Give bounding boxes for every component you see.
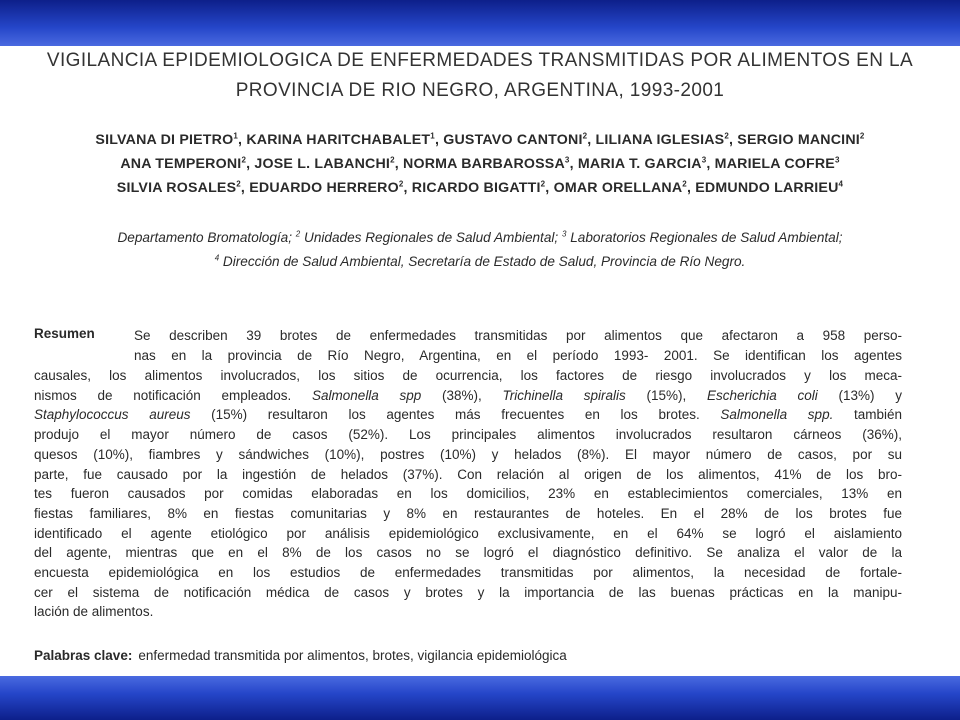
affiliations-line-2 bbox=[0, 254, 960, 269]
paper-title-line-2: PROVINCIA DE RIO NEGRO, ARGENTINA, 1993-2001 bbox=[235, 80, 725, 101]
author-name: RICARDO BIGATTI bbox=[411, 180, 541, 196]
abstract-first-lines bbox=[134, 326, 902, 365]
author-affiliation-mark: 1 bbox=[233, 131, 239, 141]
species-name: Staphylococcus aureus bbox=[34, 407, 191, 423]
abstract-line bbox=[34, 465, 902, 485]
species-name: Escherichia coli bbox=[707, 387, 818, 403]
abstract-text: quesos (10%), fiambres y sándwiches (10%), postres (10%) y helados (8%). El mayor número de casos, por su bbox=[34, 446, 902, 462]
abstract-text: cer el sistema de notificación médica de casos y brotes y la importancia de las buenas prácticas en la manipu- bbox=[34, 584, 902, 600]
abstract-text: también bbox=[833, 407, 903, 423]
author-affiliation-mark: 2 bbox=[859, 131, 865, 141]
author-name: KARINA HARITCHABALET bbox=[246, 132, 431, 148]
author-affiliation-mark: 2 bbox=[390, 155, 395, 165]
abstract-text: encuesta epidemiológica en los estudios de enfermedades transmitidas por alimentos, la necesidad de fortale- bbox=[34, 565, 902, 581]
author-affiliation-mark: 2 bbox=[682, 179, 687, 189]
abstract-text: identificado el agente etiológico por análisis epidemiológico exclusivamente, en el 64% se logró el aislamiento bbox=[34, 525, 902, 541]
author-affiliation-mark: 3 bbox=[701, 155, 707, 165]
abstract-text: parte, fue causado por la ingestión de helados (37%). Con relación al origen de los alimentos, 41% de los bro- bbox=[34, 466, 902, 482]
author-name: LILIANA IGLESIAS bbox=[595, 132, 725, 148]
abstract-text: (13%) y bbox=[817, 387, 902, 403]
abstract-text: (15%) resultaron los agentes más frecuentes en los brotes. bbox=[190, 407, 721, 423]
author-name: GUSTAVO CANTONI bbox=[443, 132, 583, 148]
author-affiliation-mark: 3 bbox=[564, 155, 570, 165]
abstract-line bbox=[34, 563, 902, 583]
author-affiliation-mark: 2 bbox=[724, 131, 729, 141]
abstract-line bbox=[34, 583, 902, 603]
affiliation-mark: 3 bbox=[561, 229, 567, 239]
species-name: Trichinella spiralis bbox=[502, 387, 626, 403]
abstract-label: Resumen bbox=[34, 326, 95, 341]
author-name: NORMA BARBAROSSA bbox=[403, 156, 565, 172]
abstract-line bbox=[34, 445, 902, 465]
author-name: SERGIO MANCINI bbox=[737, 132, 860, 148]
keywords-text: enfermedad transmitida por alimentos, brotes, vigilancia epidemiológica bbox=[138, 648, 567, 663]
author-affiliation-mark: 1 bbox=[430, 131, 435, 141]
author-affiliation-mark: 3 bbox=[834, 155, 840, 165]
abstract-text: nismos de notificación empleados. bbox=[34, 387, 313, 403]
abstract-text: fiestas familiares, 8% en fiestas comunitarias y 8% en restaurantes de hoteles. En el 28% de los brotes fue bbox=[34, 505, 902, 521]
keywords bbox=[34, 648, 567, 663]
author-name: EDMUNDO LARRIEU bbox=[695, 180, 839, 196]
abstract-text: nas en la provincia de Río Negro, Argentina, en el período 1993- 2001. Se identifican los agentes bbox=[134, 347, 902, 363]
affiliation-text: Departamento Bromatología; bbox=[117, 230, 296, 245]
author-affiliation-mark: 2 bbox=[540, 179, 546, 189]
bottom-blue-band bbox=[0, 676, 960, 720]
author-name: EDUARDO HERRERO bbox=[249, 180, 399, 196]
keywords-label: Palabras clave: bbox=[34, 648, 133, 663]
abstract-line bbox=[34, 543, 902, 563]
abstract-text: del agente, mientras que en el 8% de los casos no se logró el diagnóstico definitivo. Se analiza el valor de la bbox=[34, 545, 902, 561]
abstract-line bbox=[34, 602, 902, 622]
authors-line-1: SILVANA DI PIETRO$^1$, KARINA HARITCHABALET$^1$, GUSTAVO CANTONI$^2$, LILIANA IGLESIAS$^2$, SERGIO MANCINI$^2$ bbox=[95, 131, 865, 148]
affiliation-text: Unidades Regionales de Salud Ambiental; bbox=[300, 230, 562, 245]
abstract-text: (38%), bbox=[421, 387, 503, 403]
abstract-line bbox=[34, 524, 902, 544]
author-affiliation-mark: 2 bbox=[236, 179, 241, 189]
abstract-line bbox=[34, 504, 902, 524]
author-affiliation-mark: 2 bbox=[398, 179, 404, 189]
authors-line-2: ANA TEMPERONI$^2$, JOSE L. LABANCHI$^2$, NORMA BARBAROSSA$^3$, MARIA T. GARCIA$^3$, MARIELA COFRE$^3$ bbox=[120, 155, 840, 172]
affiliation-mark: 4 bbox=[214, 253, 220, 263]
abstract-line bbox=[34, 405, 902, 425]
abstract-line bbox=[34, 366, 902, 386]
affiliation-text: Laboratorios Regionales de Salud Ambiental; bbox=[566, 230, 843, 245]
author-name: ANA TEMPERONI bbox=[120, 156, 242, 172]
affiliation-mark: 2 bbox=[295, 229, 301, 239]
abstract-text: causales, los alimentos involucrados, los sitios de ocurrencia, los factores de riesgo involucrados y los meca- bbox=[34, 368, 902, 383]
author-name: SILVIA ROSALES bbox=[116, 180, 237, 196]
abstract-line bbox=[34, 386, 902, 406]
author-name: JOSE L. LABANCHI bbox=[254, 156, 391, 172]
abstract-text: tes fueron causados por comidas elaboradas en los domicilios, 23% en establecimientos comerciales, 13% en bbox=[34, 486, 902, 502]
author-name: MARIELA COFRE bbox=[714, 156, 835, 172]
affiliation-text: Dirección de Salud Ambiental, Secretaría de Estado de Salud, Provincia de Río Negro. bbox=[219, 254, 746, 269]
author-name: MARIA T. GARCIA bbox=[577, 156, 702, 172]
author-affiliation-mark: 2 bbox=[582, 131, 588, 141]
abstract-text: Se describen 39 brotes de enfermedades transmitidas por alimentos que afectaron a 958 perso- bbox=[134, 328, 902, 343]
abstract-text: lación de alimentos. bbox=[34, 604, 154, 620]
paper-title-line-1: VIGILANCIA EPIDEMIOLOGICA DE ENFERMEDADES TRANSMITIDAS POR ALIMENTOS EN LA bbox=[46, 50, 914, 71]
abstract-body bbox=[34, 366, 902, 622]
abstract-line bbox=[34, 484, 902, 504]
author-name: SILVANA DI PIETRO bbox=[95, 132, 234, 148]
species-name: Salmonella spp. bbox=[720, 407, 834, 423]
authors-line-3: SILVIA ROSALES$^2$, EDUARDO HERRERO$^2$, RICARDO BIGATTI$^2$, OMAR ORELLANA$^2$, EDMUNDO LARRIEU$^4$ bbox=[116, 179, 844, 196]
top-blue-band bbox=[0, 0, 960, 46]
affiliations-line-1 bbox=[0, 230, 960, 245]
abstract-line bbox=[134, 326, 902, 346]
author-affiliation-mark: 2 bbox=[241, 155, 247, 165]
abstract-text: produjo el mayor número de casos (52%). Los principales alimentos involucrados resultaron cárneos (36%), bbox=[34, 427, 902, 443]
species-name: Salmonella spp bbox=[312, 387, 422, 403]
author-affiliation-mark: 4 bbox=[838, 179, 844, 189]
abstract-text: (15%), bbox=[625, 387, 708, 403]
author-name: OMAR ORELLANA bbox=[553, 180, 683, 196]
paper-page bbox=[0, 46, 960, 676]
abstract-line bbox=[34, 425, 902, 445]
abstract-line bbox=[134, 346, 902, 366]
